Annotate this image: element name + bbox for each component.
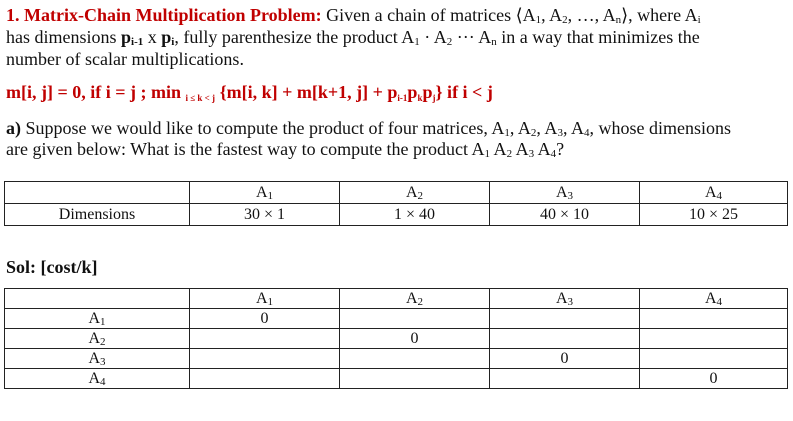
table-header-cell: $A_1$ — [190, 182, 340, 204]
subscript: 2 — [446, 36, 453, 48]
problem-line-2 — [6, 26, 700, 48]
part-a-line-1 — [6, 117, 731, 139]
part-text: , A — [562, 118, 584, 138]
problem-text: · A — [419, 27, 447, 47]
table-cell — [490, 329, 640, 349]
part-label: a) — [6, 118, 21, 138]
subscript: 4 — [550, 148, 557, 160]
table-cell — [490, 309, 640, 329]
table-cell — [190, 369, 340, 389]
problem-title: Matrix-Chain Multiplication Problem: — [24, 5, 322, 25]
problem-text: Given a chain of matrices ⟨A — [321, 5, 536, 25]
table-cell — [5, 289, 190, 309]
problem-text: ··· A — [452, 27, 492, 47]
subscript: i — [171, 36, 175, 48]
subscript: 1 — [484, 148, 491, 160]
subscript: n — [491, 36, 497, 48]
table-header-cell: $A_1$ — [190, 289, 340, 309]
part-text: , whose dimensions — [589, 118, 731, 138]
problem-line-1 — [6, 4, 701, 26]
problem-text: , …, A — [567, 5, 616, 25]
problem-text: , fully parenthesize the product A — [174, 27, 415, 47]
problem-text: has dimensions — [6, 27, 121, 47]
table-header-cell: $A_2$ — [340, 182, 490, 204]
table-cell: 0 — [640, 369, 788, 389]
subscript: 4 — [583, 127, 590, 139]
table-row — [5, 349, 788, 369]
table-row — [5, 329, 788, 349]
part-text: , A — [536, 118, 558, 138]
part-a-line-2: are given below: What is the fastest way to compute the product $A_1$ $A_2$ $A_3$ $A_4$? — [6, 139, 565, 160]
table-header-cell: $A_2$ — [340, 289, 490, 309]
recurrence-text: p — [422, 82, 433, 102]
table-row — [5, 204, 788, 226]
table-cell: 30 × 1 — [190, 204, 340, 226]
table-cell: 40 × 10 — [490, 204, 640, 226]
table-cell: 0 — [490, 349, 640, 369]
table-cell: 0 — [340, 329, 490, 349]
solution-label: Sol: [cost/k] — [6, 257, 98, 277]
table-cell — [640, 329, 788, 349]
problem-text: ⟩, where A — [621, 5, 698, 25]
table-cell — [640, 349, 788, 369]
cost-table — [4, 288, 788, 389]
table-cell: 1 × 40 — [340, 204, 490, 226]
table-cell: 10 × 25 — [640, 204, 788, 226]
problem-text: , A — [541, 5, 563, 25]
table-header-cell: $A_3$ — [490, 289, 640, 309]
table-cell — [490, 369, 640, 389]
recurrence-text: p — [407, 82, 418, 102]
subscript: 3 — [528, 148, 535, 160]
table-row — [5, 309, 788, 329]
recurrence-text: } if i < j — [435, 82, 493, 102]
row-label: $A_1$ — [5, 309, 190, 329]
subscript: i ≤ k < j — [185, 93, 216, 103]
row-label-dimensions: Dimensions — [5, 204, 190, 226]
p-symbol: p — [161, 27, 172, 47]
subscript: i-1 — [131, 36, 144, 48]
problem-line-3: number of scalar multiplications. — [6, 49, 244, 69]
subscript: 2 — [530, 127, 537, 139]
part-text: ? — [556, 139, 565, 159]
subscript: k — [417, 93, 423, 103]
dimensions-table — [4, 181, 788, 226]
table-cell — [640, 309, 788, 329]
problem-text: in a way that minimizes the — [496, 27, 700, 47]
table-cell — [190, 329, 340, 349]
table-cell: 0 — [190, 309, 340, 329]
table-cell — [5, 182, 190, 204]
subscript: 1 — [504, 127, 510, 139]
subscript: i — [697, 14, 701, 26]
part-text: Suppose we would like to compute the product of four matrices, A — [21, 118, 505, 138]
table-cell — [340, 349, 490, 369]
subscript: i-1 — [397, 93, 408, 103]
problem-number: 1. — [6, 5, 20, 25]
table-header-cell: $A_4$ — [640, 289, 788, 309]
recurrence-text: {m[i, k] + m[k+1, j] + p — [215, 82, 398, 102]
problem-text: x — [143, 27, 162, 47]
row-label: $A_3$ — [5, 349, 190, 369]
row-label: $A_2$ — [5, 329, 190, 349]
subscript: 1 — [535, 14, 542, 26]
subscript: 2 — [562, 14, 568, 26]
recurrence-formula — [6, 81, 493, 103]
row-label: $A_4$ — [5, 369, 190, 389]
subscript: n — [615, 14, 622, 26]
table-header-cell: $A_3$ — [490, 182, 640, 204]
subscript: 3 — [557, 127, 563, 139]
part-text: are given below: What is the fastest way to compute the product A — [6, 139, 485, 159]
table-header-cell: $A_4$ — [640, 182, 788, 204]
table-cell — [340, 369, 490, 389]
p-symbol: p — [121, 27, 132, 47]
table-cell — [190, 349, 340, 369]
table-row — [5, 369, 788, 389]
subscript: 2 — [506, 148, 513, 160]
part-text: , A — [509, 118, 531, 138]
table-header-row — [5, 182, 788, 204]
table-cell — [340, 309, 490, 329]
subscript: 1 — [414, 36, 420, 48]
subscript: j — [432, 93, 436, 103]
table-header-row — [5, 289, 788, 309]
recurrence-text: m[i, j] = 0, if i = j ; min — [6, 82, 186, 102]
